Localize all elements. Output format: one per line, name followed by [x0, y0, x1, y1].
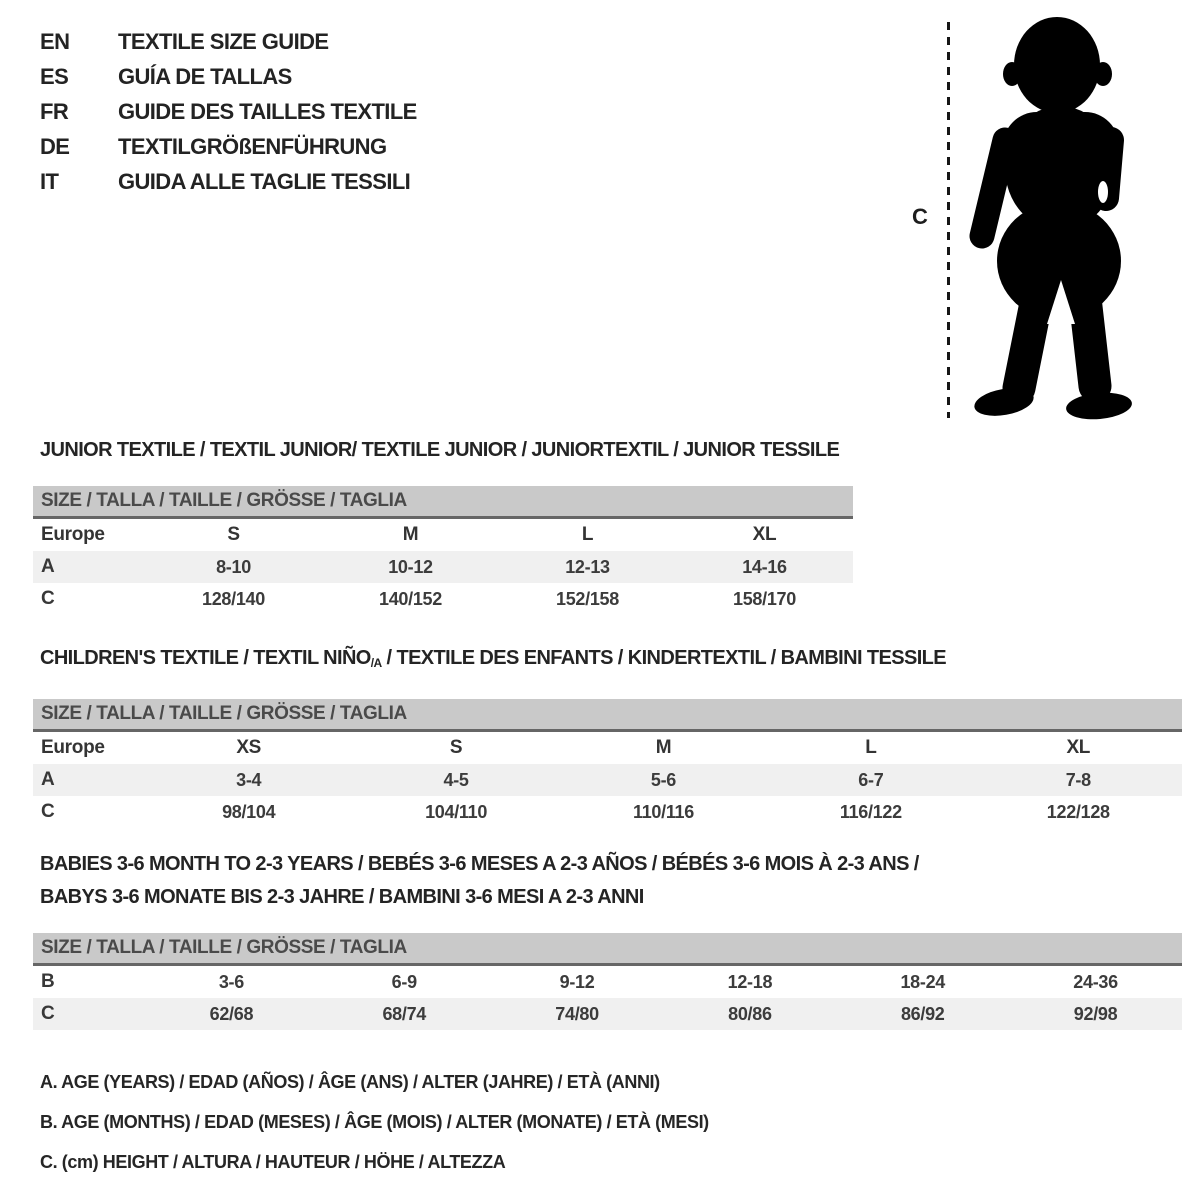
- legend: [40, 1062, 709, 1182]
- cell-value: 14-16: [676, 551, 853, 583]
- cell-value: 74/80: [491, 998, 664, 1030]
- table-row: [33, 731, 1182, 765]
- cell-value: 6-9: [391, 971, 417, 992]
- cell-value: M: [655, 737, 672, 758]
- row-label: Europe: [41, 524, 105, 545]
- language-code: DE: [40, 134, 70, 159]
- height-measure-label: C: [912, 204, 928, 229]
- section-title-text: BABIES 3-6 MONTH TO 2-3 YEARS / BEBÉS 3-6 MESES A 2-3 AÑOS / BÉBÉS 3-6 MOIS À 2-3 ANS /: [40, 853, 919, 875]
- row-label: Europe: [41, 737, 105, 758]
- cell-value: 158/170: [733, 588, 796, 609]
- section-title-text: CHILDREN'S TEXTILE / TEXTIL NIÑO: [40, 647, 371, 669]
- size-table-wrap: [33, 933, 1182, 1030]
- cell-value: 80/86: [663, 998, 836, 1030]
- language-code: IT: [40, 169, 59, 194]
- size-header-row: [33, 486, 853, 518]
- cell-value: 98/104: [222, 801, 276, 822]
- language-row: [40, 24, 417, 59]
- size-header-cell: SIZE / TALLA / TAILLE / GRÖSSE / TAGLIA: [33, 699, 1182, 731]
- cell-value: 116/122: [839, 801, 902, 822]
- cell-value: 8-10: [145, 551, 322, 583]
- row-label: B: [41, 971, 55, 992]
- cell-value: L: [865, 737, 877, 758]
- size-table: [33, 486, 853, 615]
- cell-value: XL: [1066, 737, 1091, 758]
- cell-value: 152/158: [556, 588, 619, 609]
- section-title-text: BABYS 3-6 MONATE BIS 2-3 JAHRE / BAMBINI 3-6 MESI A 2-3 ANNI: [40, 886, 644, 908]
- section-title-text: / TEXTILE DES ENFANTS / KINDERTEXTIL / BAMBINI TESSILE: [381, 647, 947, 669]
- cell-value: 3-6: [218, 971, 244, 992]
- section-title-text: /A: [370, 656, 382, 670]
- size-table-body: [33, 965, 1182, 1031]
- table-row: [33, 518, 853, 552]
- section-title: [40, 848, 1182, 881]
- cell-value: 104/110: [425, 801, 488, 822]
- cell-value: 12-13: [499, 551, 676, 583]
- section-title: [40, 642, 1182, 680]
- language-title-list: [40, 24, 417, 199]
- language-code: FR: [40, 99, 69, 124]
- cell-value: 140/152: [379, 588, 442, 609]
- language-row: [40, 164, 417, 199]
- row-label: C: [33, 998, 145, 1030]
- section-title: [40, 434, 853, 467]
- section-babies-textile: [33, 848, 1182, 1030]
- cell-value: 10-12: [322, 551, 499, 583]
- cell-value: 92/98: [1009, 998, 1182, 1030]
- cell-value: 128/140: [202, 588, 265, 609]
- height-measure-line: [947, 22, 950, 418]
- cell-value: 7-8: [975, 764, 1182, 796]
- language-title: TEXTILE SIZE GUIDE: [118, 29, 329, 54]
- legend-line: B. AGE (MONTHS) / EDAD (MESES) / ÂGE (MOIS) / ALTER (MONATE) / ETÀ (MESI): [40, 1112, 709, 1132]
- table-row: [33, 796, 1182, 828]
- cell-value: 9-12: [559, 971, 595, 992]
- language-row: [40, 129, 417, 164]
- cell-value: 62/68: [145, 998, 318, 1030]
- size-table-head: [33, 699, 1182, 731]
- size-table-head: [33, 933, 1182, 965]
- row-label: C: [41, 588, 55, 609]
- size-table: [33, 933, 1182, 1030]
- size-table-wrap: [33, 486, 853, 615]
- cell-value: 12-18: [727, 971, 773, 992]
- table-row: [33, 551, 853, 583]
- cell-value: XL: [752, 524, 777, 545]
- section-junior-textile: [33, 434, 853, 615]
- size-header-cell: SIZE / TALLA / TAILLE / GRÖSSE / TAGLIA: [33, 486, 853, 518]
- language-row: [40, 94, 417, 129]
- cell-value: 86/92: [836, 998, 1009, 1030]
- cell-value: 4-5: [352, 764, 559, 796]
- cell-value: S: [227, 524, 240, 545]
- row-label: A: [33, 551, 145, 583]
- toddler-silhouette-icon: [957, 8, 1143, 422]
- size-header-row: [33, 699, 1182, 731]
- table-row: [33, 965, 1182, 999]
- size-header-row: [33, 933, 1182, 965]
- language-title: GUIDE DES TAILLES TEXTILE: [118, 99, 417, 124]
- cell-value: XS: [236, 737, 262, 758]
- size-table-body: [33, 518, 853, 616]
- cell-value: 110/116: [632, 801, 694, 822]
- cell-value: 6-7: [767, 764, 974, 796]
- section-title-text: JUNIOR TEXTILE / TEXTIL JUNIOR/ TEXTILE JUNIOR / JUNIORTEXTIL / JUNIOR TESSILE: [40, 439, 840, 461]
- cell-value: L: [581, 524, 594, 545]
- row-label: C: [41, 801, 55, 822]
- cell-value: S: [449, 737, 463, 758]
- section-title: [40, 881, 1182, 914]
- language-title: GUIDA ALLE TAGLIE TESSILI: [118, 169, 411, 194]
- cell-value: 5-6: [560, 764, 767, 796]
- language-row: [40, 59, 417, 94]
- table-row: [33, 583, 853, 615]
- size-table-wrap: [33, 699, 1182, 828]
- language-title: TEXTILGRÖßENFÜHRUNG: [118, 134, 387, 159]
- cell-value: 3-4: [145, 764, 352, 796]
- language-code: ES: [40, 64, 69, 89]
- cell-value: M: [402, 524, 419, 545]
- cell-value: 18-24: [900, 971, 945, 992]
- cell-value: 122/128: [1046, 801, 1110, 822]
- table-row: [33, 998, 1182, 1030]
- table-row: [33, 764, 1182, 796]
- size-header-cell: SIZE / TALLA / TAILLE / GRÖSSE / TAGLIA: [33, 933, 1182, 965]
- section-children-textile: [33, 642, 1182, 828]
- row-label: A: [33, 764, 145, 796]
- cell-value: 24-36: [1073, 971, 1118, 992]
- size-table-body: [33, 731, 1182, 829]
- language-code: EN: [40, 29, 70, 54]
- size-table-head: [33, 486, 853, 518]
- legend-line: A. AGE (YEARS) / EDAD (AÑOS) / ÂGE (ANS) / ALTER (JAHRE) / ETÀ (ANNI): [40, 1072, 660, 1092]
- language-title: GUÍA DE TALLAS: [118, 64, 292, 89]
- cell-value: 68/74: [318, 998, 491, 1030]
- legend-line: C. (cm) HEIGHT / ALTURA / HAUTEUR / HÖHE / ALTEZZA: [40, 1152, 506, 1172]
- size-table: [33, 699, 1182, 828]
